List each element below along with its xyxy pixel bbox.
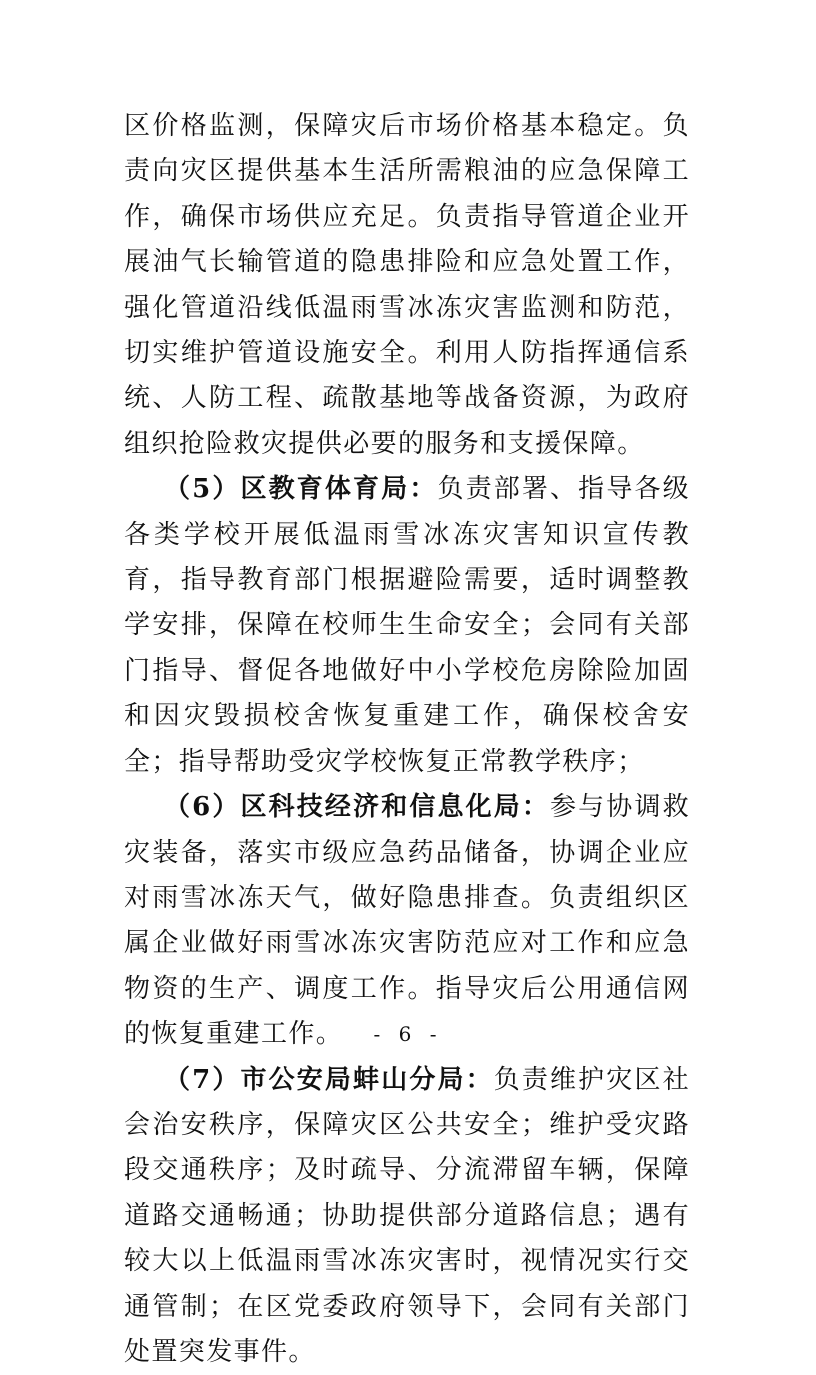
paragraph-text: 区价格监测，保障灾后市场价格基本稳定。负责向灾区提供基本生活所需粮油的应急保障工作，确保市场供应充足。负责指导管道企业开展油气长输管道的隐患排险和应急处置工作，强化管道沿线低温雨雪冰冻灾害监测和防范，切实维护管道设施安全。利用人防指挥通信系统、人防工程、疏散基地等战备资源，为政府组织抢险救灾提供必要的服务和支援保障。 — [124, 111, 690, 459]
paragraph-continuation — [124, 104, 690, 467]
document-body — [124, 104, 690, 1375]
paragraph-text: 负责部署、指导各级各类学校开展低温雨雪冰冻灾害知识宣传教育，指导教育部门根据避险需要，适时调整教学安排，保障在校师生生命安全；会同有关部门指导、督促各地做好中小学校危房除险加固和因灾毁损校舍恢复重建工作，确保校舍安全；指导帮助受灾学校恢复正常教学秩序； — [124, 474, 690, 777]
paragraph-heading: （5）区教育体育局： — [164, 474, 438, 505]
paragraph-text: 参与协调救灾装备，落实市级应急药品储备，协调企业应对雨雪冰冻天气，做好隐患排查。负责组织区属企业做好雨雪冰冻灾害防范应对工作和应急物资的生产、调度工作。指导灾后公用通信网的恢复重建工作。 — [124, 792, 690, 1050]
paragraph-text: 负责维护灾区社会治安秩序，保障灾区公共安全；维护受灾路段交通秩序；及时疏导、分流滞留车辆，保障道路交通畅通；协助提供部分道路信息；遇有较大以上低温雨雪冰冻灾害时，视情况实行交通管制；在区党委政府领导下，会同有关部门处置突发事件。 — [124, 1064, 690, 1367]
paragraph-science-economy-bureau — [124, 785, 690, 1057]
paragraph-education-bureau — [124, 467, 690, 785]
page-number: - 6 - — [373, 1022, 443, 1046]
paragraph-heading: （7）市公安局蚌山分局： — [164, 1064, 494, 1095]
paragraph-public-security-branch — [124, 1058, 690, 1375]
paragraph-heading: （6）区科技经济和信息化局： — [164, 792, 551, 823]
